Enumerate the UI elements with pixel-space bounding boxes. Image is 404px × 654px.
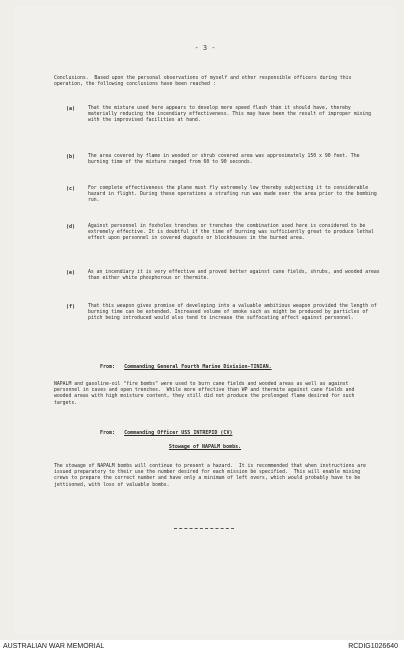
from-line-2 [100, 430, 232, 436]
item-label: (a) [66, 106, 76, 112]
from-label: From: [100, 364, 116, 370]
stowage-paragraph: The stowage of NAPALM bombs will continue to present a hazard. It is recommended that when instructions are issued preparatory to their use the number desired for each mission be specified. This will enable mixing crews to prepare the correct number and have only a minimum of left overs, which would probably have to be jettisoned, with loss of valuable bombs. [54, 464, 369, 488]
from-value: Commanding Officer USS INTREPID (CV) [124, 430, 233, 436]
item-text: That the mixture used here appears to develop more speed flash than it should have, thereby materially reducing the incendiary effectiveness. This may have been the result of improper mixing with the improvised facilities at hand. [88, 106, 372, 124]
item-text: For complete effectiveness the plane must fly extremely low thereby subjecting it to considerable hazard in flight. During these operations a strafing run was made over the area prior to the bombing run. [88, 186, 377, 204]
page-number: - 3 - [194, 44, 216, 52]
item-text: As an incendiary it is very effective and proved better against cane fields, shrubs, and wooded areas than either white phosphorous or thermite. [88, 270, 380, 282]
napalm-paragraph: NAPALM and gasoline-oil "fire bombs" were used to burn cane fields and wooded areas as well as against personnel in caves and open trenches. While more effective than WP and thermite against cane fields and wooded areas with high moisture content, they still did not produce the prolonged flame desired for such targets. [54, 382, 358, 406]
paper-sheet [14, 6, 396, 634]
end-divider [174, 528, 234, 529]
from-value: Commanding General Fourth Marine Division-TINIAN. [124, 364, 272, 370]
item-label: (e) [66, 270, 76, 276]
item-label: (b) [66, 154, 76, 160]
archive-footer [0, 640, 404, 654]
item-text: That this weapon gives promise of developing into a valuable ambitious weapon provided the length of burning time can be extended. Increased volume of smoke such as might be produced by particles of pitch being introduced would also tend to increase the suffocating effect against personnel. [88, 304, 377, 322]
conclusions-intro: Conclusions. Based upon the personal observations of myself and other responsible officers during this operation, the following conclusions have been reached : [54, 76, 355, 88]
footer-source: AUSTRALIAN WAR MEMORIAL [3, 643, 105, 650]
item-text: Against personnel in foxholes trenches or trenches the combination used here is considered to be extremely effective. It is doubtful if the time of burning was sufficiently great to produce lethal effect upon personnel in covered dugouts or blockhouses in the burned area. [88, 224, 374, 242]
item-label: (d) [66, 224, 76, 230]
footer-record-id: RCDIG1026640 [348, 643, 398, 650]
from-line-1 [100, 364, 272, 370]
item-text: The area covered by flame in wooded or shrub covered area was approximately 150 x 90 feet. The burning time of the mixture ranged from 60 to 90 seconds. [88, 154, 360, 166]
item-label: (c) [66, 186, 76, 192]
item-label: (f) [66, 304, 76, 310]
from-label: From: [100, 430, 116, 436]
section-subheading: Stowage of NAPALM bombs. [168, 444, 242, 450]
